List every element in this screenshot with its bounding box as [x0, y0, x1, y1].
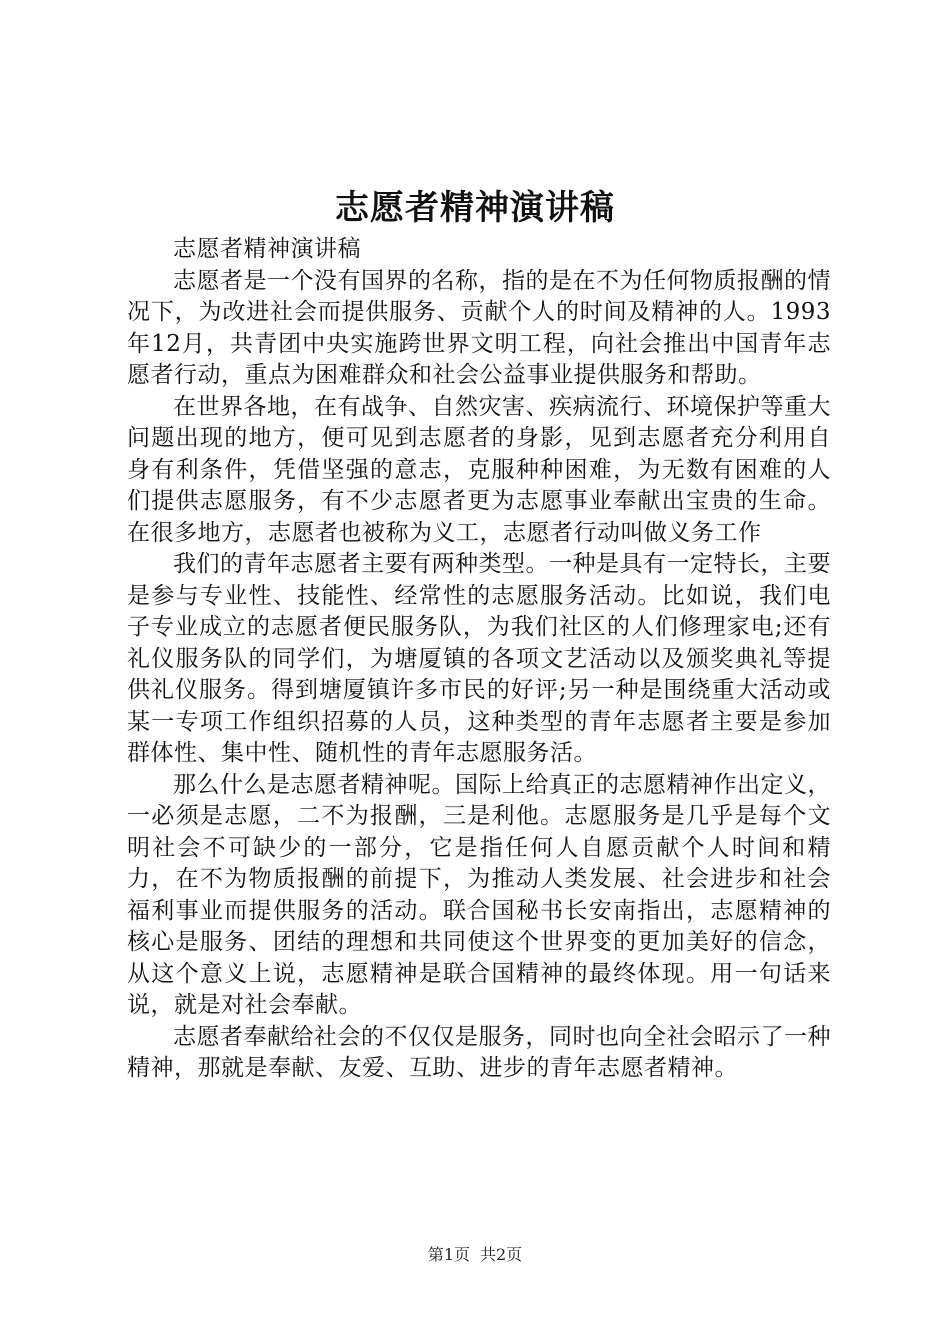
paragraph-types: 我们的青年志愿者主要有两种类型。一种是具有一定特长，主要是参与专业性、技能性、经常性的志愿服务活动。比如说，我们电子专业成立的志愿者便民服务队，为我们社区的人们修理家电;还有礼仪服务队的同学们，为塘厦镇的各项文艺活动以及颁奖典礼等提供礼仪服务。得到塘厦镇许多市民的好评;另一种是围绕重大活动或某一专项工作组织招募的人员，这种类型的青年志愿者主要是参加群体性、集中性、随机性的青年志愿服务活。	[127, 551, 831, 766]
paragraph-subtitle: 志愿者精神演讲稿	[173, 236, 361, 262]
paragraph-worldwide: 在世界各地，在有战争、自然灾害、疾病流行、环境保护等重大问题出现的地方，便可见到志愿者的身影，见到志愿者充分利用自身有利条件，凭借坚强的意志，克服种种困难，为无数有困难的人们提供志愿服务，有不少志愿者更为志愿事业奉献出宝贵的生命。在很多地方，志愿者也被称为义工，志愿者行动叫做义务工作	[127, 393, 831, 546]
paragraph-definition: 志愿者是一个没有国界的名称，指的是在不为任何物质报酬的情况下，为改进社会而提供服务、贡献个人的时间及精神的人。1993年12月，共青团中央实施跨世界文明工程，向社会推出中国青年志愿者行动，重点为困难群众和社会公益事业提供服务和帮助。	[127, 267, 831, 388]
paragraph-conclusion: 志愿者奉献给社会的不仅仅是服务，同时也向全社会昭示了一种精神，那就是奉献、友爱、互助、进步的青年志愿者精神。	[127, 1023, 831, 1081]
document-body	[127, 234, 831, 1085]
page-number-current: 第1页	[427, 1245, 470, 1264]
page-number-total: 共2页	[480, 1245, 523, 1264]
document-title: 志愿者精神演讲稿	[335, 188, 615, 228]
page-footer	[0, 1244, 950, 1266]
paragraph-spirit: 那么什么是志愿者精神呢。国际上给真正的志愿精神作出定义，一必须是志愿，二不为报酬，三是利他。志愿服务是几乎是每个文明社会不可缺少的一部分，它是指任何人自愿贡献个人时间和精力，在不为物质报酬的前提下，为推动人类发展、社会进步和社会福利事业而提供服务的活动。联合国秘书长安南指出，志愿精神的核心是服务、团结的理想和共同使这个世界变的更加美好的信念，从这个意义上说，志愿精神是联合国精神的最终体现。用一句话来说，就是对社会奉献。	[127, 771, 831, 1018]
